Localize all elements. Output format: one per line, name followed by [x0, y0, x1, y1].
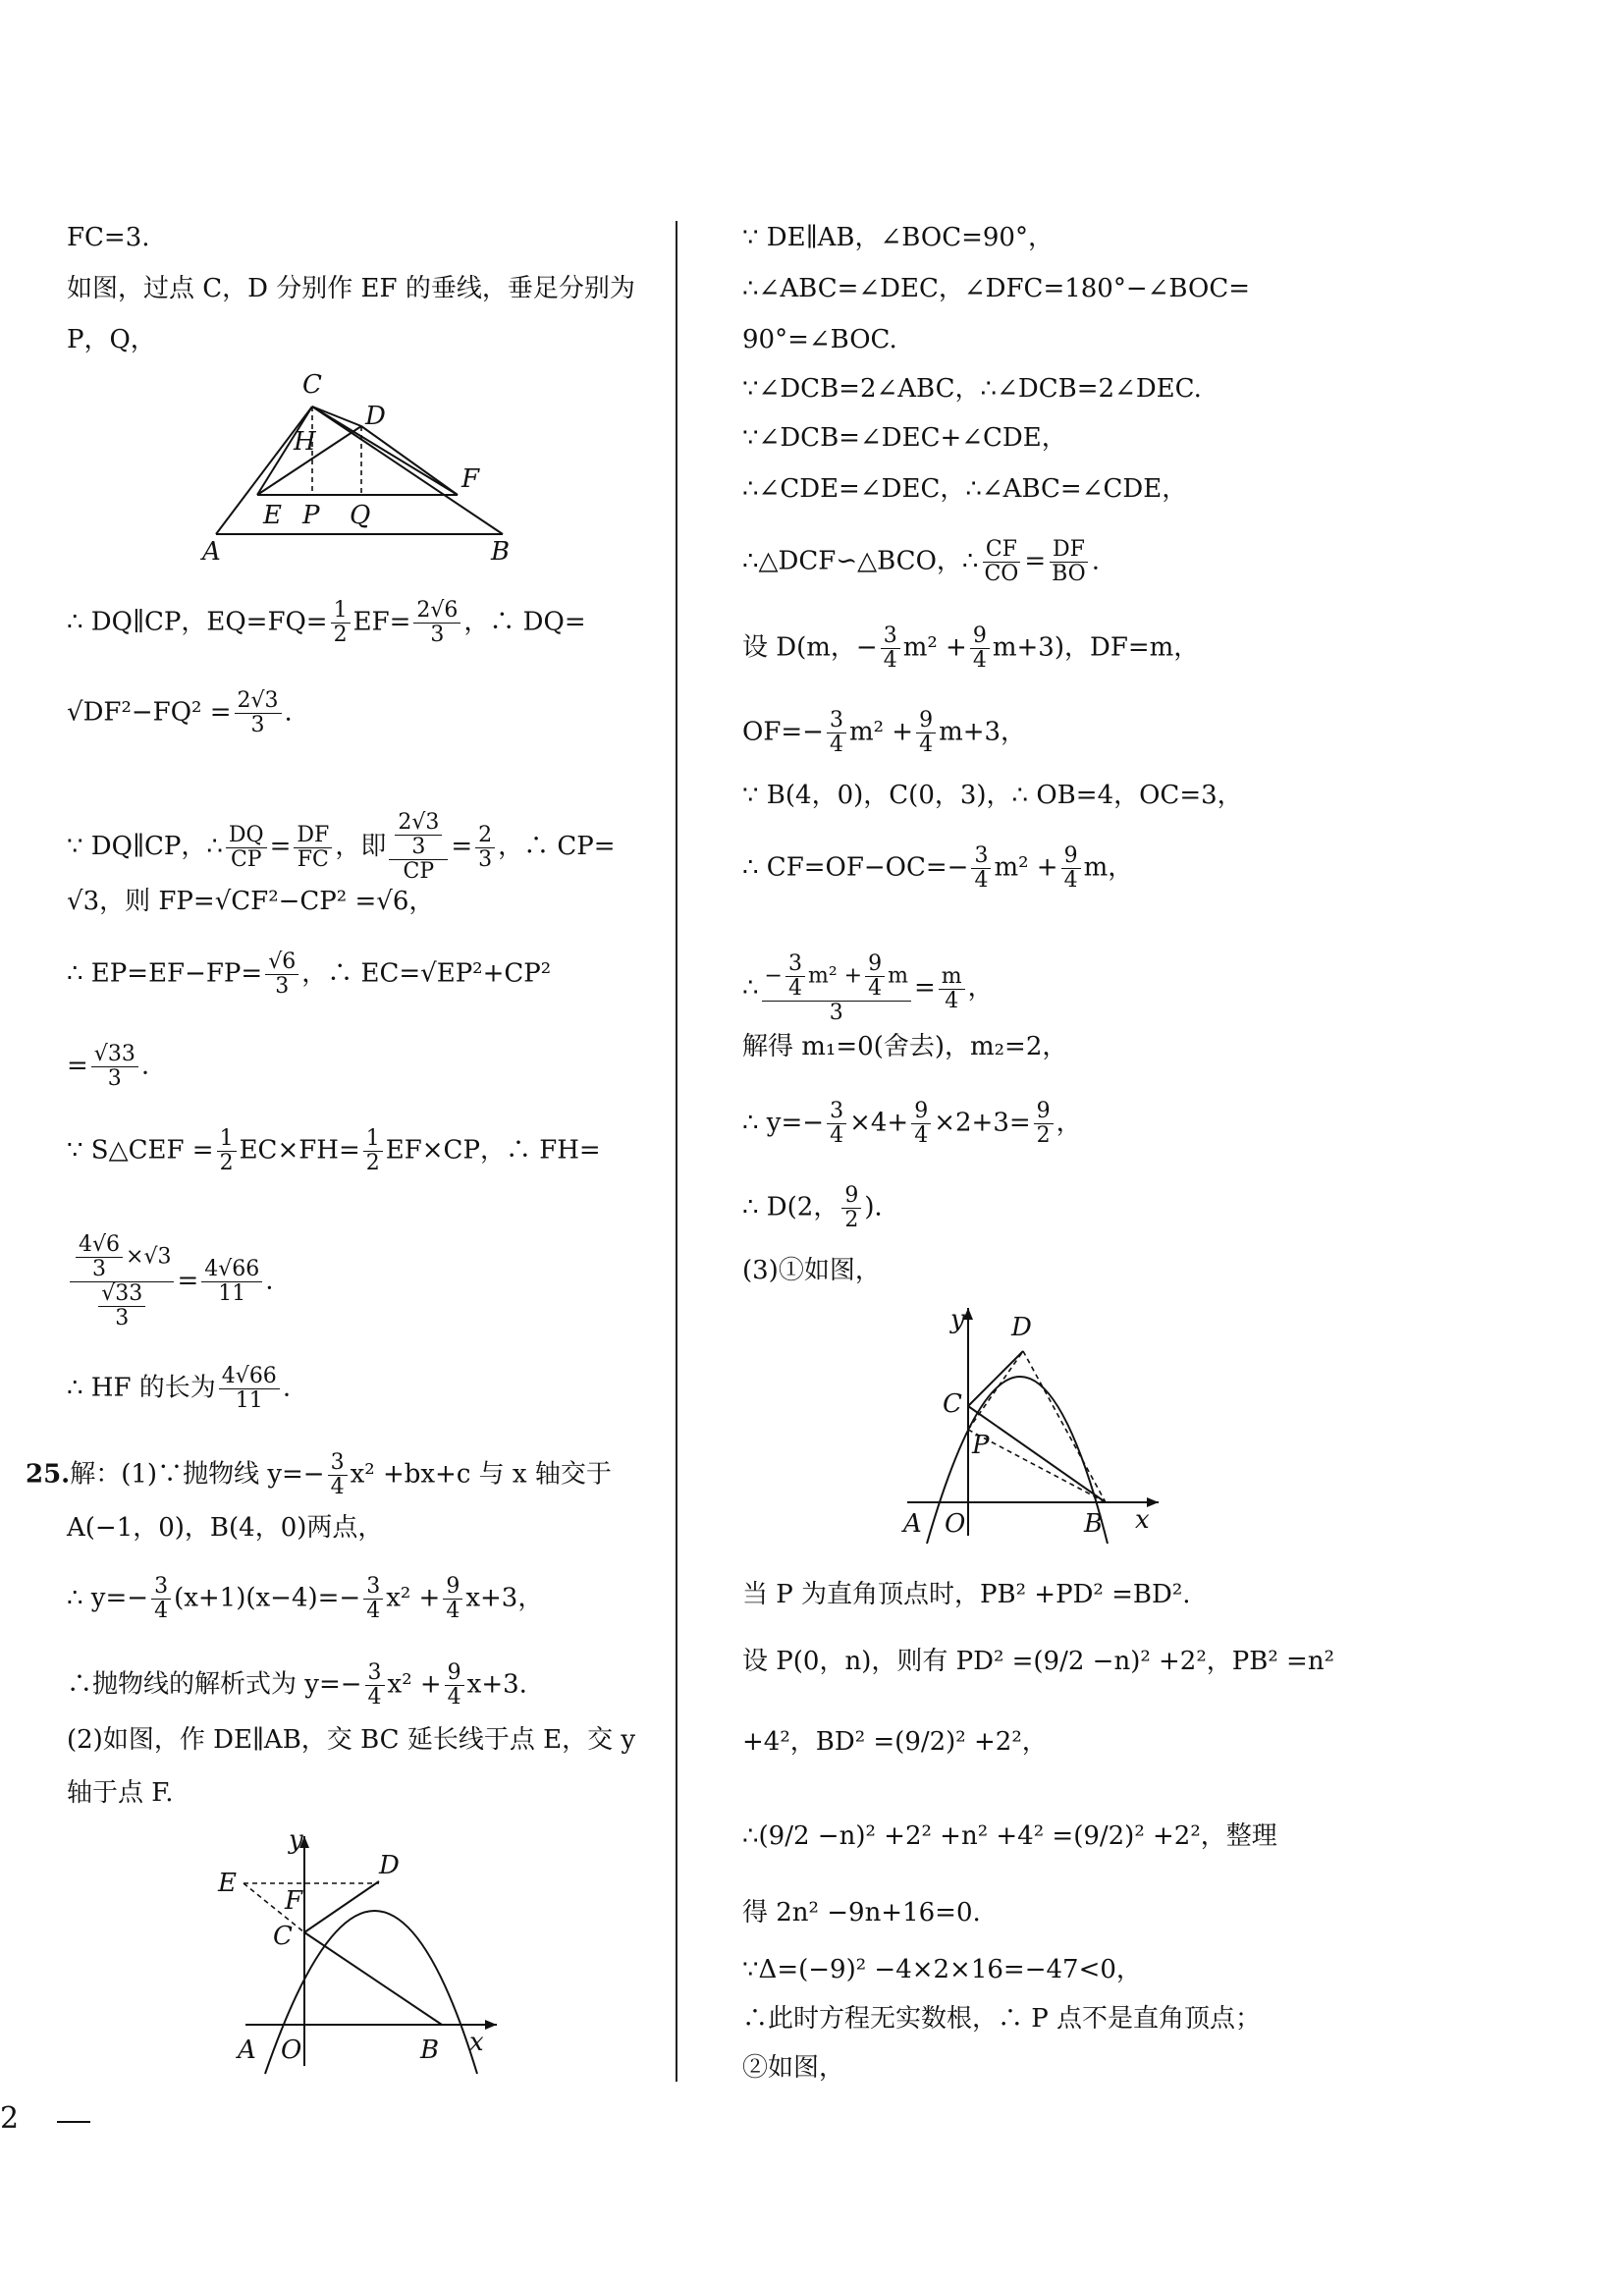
- text-area: ∵ S△CEF = $\frac{1}{2}$ EC×FH= $\frac{1}{2}$ EF×CP，∴ FH=: [67, 1126, 601, 1175]
- footer-rule: [57, 2121, 90, 2123]
- fig3-label-c: C: [943, 1389, 962, 1419]
- text-ep: ∴ EP=EF−FP= $\frac{√6}{3}$ ，∴ EC=√EP²+CP²: [67, 950, 552, 999]
- fig3-label-b: B: [1084, 1509, 1104, 1539]
- fig2-label-e: E: [218, 1869, 237, 1898]
- text-equation-n: ∴(9/2 −n)² +2² +n² +4² =(9/2)² +2²，整理: [742, 1821, 1277, 1851]
- fig2-label-x: x: [469, 2028, 484, 2057]
- fig1-label-h: H: [294, 427, 316, 457]
- question-25: 25.解：(1)∵抛物线 y=− $\frac{3}{4}$ x² +bx+c 与 x 轴交于: [26, 1450, 612, 1499]
- text-d-point: ∴ D(2， $\frac{9}{2}$ )．: [742, 1183, 900, 1232]
- text-cf: ∴ CF=OF−OC=− $\frac{3}{4}$ m² + $\frac{9}{4}$ m，: [742, 843, 1134, 893]
- text-quadratic: 得 2n² −9n+16=0.: [742, 1898, 981, 1927]
- fig3-label-o: O: [945, 1509, 966, 1539]
- fig1-label-q: Q: [350, 501, 371, 530]
- text-no-root: ∴此时方程无实数根，∴ P 点不是直角顶点；: [742, 2004, 1262, 2034]
- text-similar: ∴△DCF∽△BCO，∴ $\frac{CF}{CO}$ = $\frac{DF}{BO}$ .: [742, 537, 1100, 586]
- text-pq: P，Q，: [67, 325, 156, 354]
- text-solve-m: 解得 m₁=0(舍去)，m₂=2，: [742, 1032, 1068, 1061]
- fig1-label-p: P: [302, 501, 320, 530]
- text-y-value: ∴ y=− $\frac{3}{4}$ ×4+ $\frac{9}{4}$ ×2+3= $\frac{9}{2}$ ，: [742, 1099, 1082, 1148]
- fig2-label-y: y: [289, 1825, 303, 1855]
- text-ratio-cp: ∵ DQ∥CP，∴ $\frac{DQ}{CP}$ = $\frac{DF}{FC}$ ，即 $\frac{\frac{2√3}{3}}{CP}$ = $\frac{2}{3}$ ，∴ CP=: [67, 810, 616, 884]
- text-fp: √3，则 FP=√CF²−CP² =√6，: [67, 887, 435, 916]
- fig1-label-a: A: [202, 537, 221, 567]
- fig2-label-o: O: [281, 2036, 302, 2065]
- text-set-p: 设 P(0，n)，则有 PD² =(9/2 −n)² +2²，PB² =n²: [742, 1647, 1335, 1676]
- fig1-label-f: F: [461, 464, 480, 494]
- parabola-figure-3: [893, 1296, 1178, 1547]
- fig2-label-a: A: [238, 2036, 256, 2065]
- text-parabola: ∴抛物线的解析式为 y=− $\frac{3}{4}$ x² + $\frac{9}{4}$ x+3.: [67, 1660, 527, 1710]
- fig1-label-b: B: [491, 537, 511, 567]
- text-dcb: ∵∠DCB=2∠ABC，∴∠DCB=2∠DEC.: [742, 374, 1202, 404]
- fig3-label-p: P: [972, 1431, 990, 1460]
- page-number: 2: [0, 2101, 20, 2136]
- fig1-label-e: E: [263, 501, 282, 530]
- triangle-figure: [196, 371, 530, 568]
- text-part2: (2)如图，作 DE∥AB，交 BC 延长线于点 E，交 y: [67, 1725, 636, 1755]
- text-cde: ∴∠CDE=∠DEC，∴∠ABC=∠CDE，: [742, 474, 1188, 504]
- text-case2: ②如图，: [742, 2053, 845, 2083]
- text-part3: (3)①如图，: [742, 1256, 881, 1285]
- text-bd: +4²，BD² =(9/2)² +2²，: [742, 1727, 1048, 1757]
- fig1-label-c: C: [302, 371, 322, 400]
- text-set-d: 设 D(m，− $\frac{3}{4}$ m² + $\frac{9}{4}$ m+3)，DF=m，: [742, 624, 1200, 673]
- text-ab-points: A(−1，0)，B(4，0)两点，: [67, 1513, 384, 1543]
- text-equation-m: ∴ − $\frac{3}{4}$ m² + $\frac{9}{4}$ m 3 = $\frac{m}{4}$ ，: [742, 951, 994, 1025]
- text-ec-value: = $\frac{√33}{3}$ .: [67, 1042, 150, 1091]
- text-construction: 如图，过点 C，D 分别作 EF 的垂线，垂足分别为: [67, 274, 635, 303]
- text-y-expansion: ∴ y=− $\frac{3}{4}$ (x+1)(x−4)=− $\frac{3}{4}$ x² + $\frac{9}{4}$ x+3，: [67, 1574, 544, 1623]
- text-right-angle-p: 当 P 为直角顶点时，PB² +PD² =BD².: [742, 1580, 1191, 1609]
- fig2-label-b: B: [420, 2036, 440, 2065]
- text-angle-abc: ∴∠ABC=∠DEC，∠DFC=180°−∠BOC=: [742, 274, 1251, 303]
- text-dq-parallel: ∴ DQ∥CP，EQ=FQ= $\frac{1}{2}$ EF= $\frac{2√6}{3}$ ，∴ DQ=: [67, 598, 586, 647]
- column-divider: [676, 221, 677, 2082]
- fig2-label-f: F: [285, 1886, 303, 1916]
- text-dcb-sum: ∵∠DCB=∠DEC+∠CDE，: [742, 423, 1067, 453]
- text-fc: FC=3.: [67, 223, 150, 252]
- fig2-label-d: D: [379, 1851, 400, 1880]
- text-de-parallel: ∵ DE∥AB，∠BOC=90°，: [742, 223, 1054, 252]
- parabola-figure-2: [206, 1817, 511, 2082]
- text-fh-value: $\frac{4√6}{3}$ ×√3 $\frac{√33}{3}$ = $\frac{4√66}{11}$ .: [67, 1233, 274, 1330]
- text-bc-coords: ∵ B(4，0)，C(0，3)，∴ OB=4，OC=3，: [742, 781, 1243, 810]
- text-90-boc: 90°=∠BOC.: [742, 325, 897, 354]
- fig2-label-c: C: [273, 1922, 293, 1951]
- text-dq-value: √DF²−FQ² = $\frac{2√3}{3}$ .: [67, 688, 293, 737]
- text-axis-f: 轴于点 F.: [67, 1778, 174, 1808]
- fig3-label-x: x: [1135, 1505, 1150, 1535]
- text-of: OF=− $\frac{3}{4}$ m² + $\frac{9}{4}$ m+3，: [742, 708, 1027, 757]
- fig1-label-d: D: [365, 402, 386, 431]
- fig3-label-d: D: [1011, 1313, 1032, 1342]
- fig3-label-y: y: [950, 1305, 965, 1334]
- text-hf-length: ∴ HF 的长为 $\frac{4√66}{11}$ .: [67, 1364, 292, 1413]
- text-discriminant: ∵Δ=(−9)² −4×2×16=−47<0，: [742, 1955, 1142, 1984]
- fig3-label-a: A: [903, 1509, 922, 1539]
